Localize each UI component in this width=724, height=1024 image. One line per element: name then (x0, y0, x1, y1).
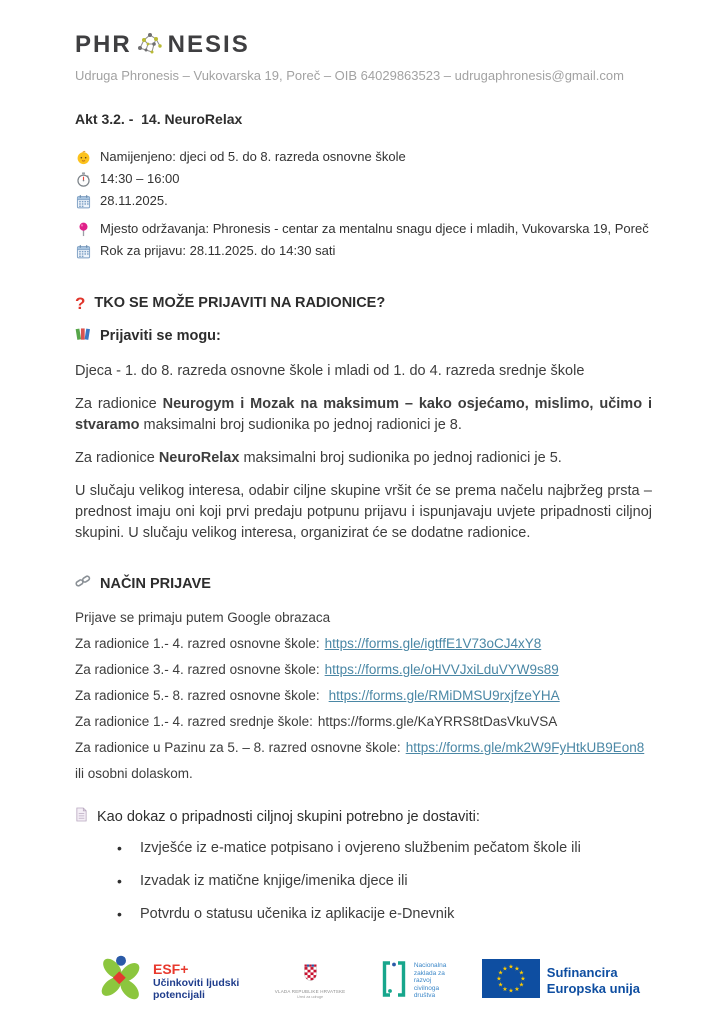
google-form-link[interactable]: https://forms.gle/igtffE1V73oCJ4xY8 (324, 636, 542, 651)
paragraph-max8-suffix: maksimalni broj sudionika po jednoj radionici je 8. (139, 417, 462, 433)
esf-logo-text (153, 962, 239, 1001)
national-foundation-logo (381, 958, 447, 1005)
eu-cofunding-logo (482, 959, 640, 1003)
brain-network-icon (134, 28, 166, 63)
list-item: • Izvadak iz matične knjige/imenika djece ili (75, 871, 652, 891)
svg-text:★: ★ (520, 975, 526, 983)
detail-time (75, 168, 652, 190)
list-item: • Potvrdu o statusu učenika iz aplikacije e-Dnevnik (75, 904, 652, 924)
svg-text:★: ★ (502, 986, 508, 994)
svg-text:★: ★ (514, 965, 520, 973)
svg-text:★: ★ (508, 987, 514, 995)
svg-text:★: ★ (502, 965, 508, 973)
paragraph-eligible: Djeca - 1. do 8. razreda osnovne škole i mladi od 1. do 4. razreda srednje škole (75, 363, 585, 379)
google-form-link[interactable]: https://forms.gle/RMiDMSU9rxjfzeYHA (328, 688, 560, 703)
government-name: VLADA REPUBLIKE HRVATSKE (274, 988, 346, 994)
baby-icon (75, 150, 91, 165)
evidence-heading-row (75, 807, 652, 828)
page-icon (75, 807, 88, 828)
pushpin-icon (75, 222, 91, 237)
eu-text-line1: Sufinancira (546, 965, 618, 980)
svg-text:★: ★ (497, 981, 504, 989)
eu-flag-icon (482, 959, 540, 1003)
foundation-line: društva (413, 992, 436, 1000)
detail-date-text: 28.11.2025. (100, 193, 168, 208)
esf-pinwheel-icon (96, 952, 146, 1010)
croatian-coat-of-arms-icon (303, 964, 318, 986)
esf-logo (96, 952, 239, 1010)
detail-place-text: Mjesto održavanja: Phronesis - centar za mentalnu snagu djece i mladih, Vukovarska 19, Poreč (100, 221, 649, 236)
detail-audience-text: Namijenjeno: djeci od 5. do 8. razreda osnovne škole (100, 149, 406, 164)
apply-intro: Prijave se primaju putem Google obrazaca (75, 610, 331, 625)
paragraph-max5-prefix: Za radionice (75, 450, 159, 466)
eu-logo-text (547, 965, 640, 997)
calendar-icon (75, 244, 91, 259)
esf-subtitle-line2: potencijali (153, 988, 205, 1001)
section-heading-apply-text: NAČIN PRIJAVE (100, 575, 211, 592)
foundation-line: Nacionalna (413, 962, 447, 970)
eu-text-line2: Europska unija (546, 981, 640, 996)
paragraph-interest: U slučaju velikog interesa, odabir ciljne skupine vršit će se prema načelu najbržeg prsta – prednost imaju oni koji prvi predaju potpunu prijavu i ispunjavaju uvjete pripadnosti ciljnoj skupini. U slučaju velikog interesa, organizirat će se dodatne radionice. (75, 483, 652, 541)
apply-outro: ili osobni dolaskom. (75, 766, 193, 781)
logo-text-right: NESIS (167, 31, 250, 58)
detail-time-text: 14:30 – 16:00 (100, 171, 180, 186)
paragraph-max5-bold: NeuroRelax (158, 450, 240, 466)
svg-text:★: ★ (518, 981, 524, 989)
paragraph-max8 (75, 394, 652, 436)
foundation-line: razvoj (413, 977, 432, 985)
apply-link-row (75, 714, 652, 729)
apply-link-row (75, 688, 652, 703)
google-form-link[interactable]: https://forms.gle/oHVVJxiLduVYW9s89 (324, 662, 559, 677)
foundation-text (414, 962, 447, 1000)
apply-link-label: Za radionice 1.- 4. razred osnovne škole: (75, 636, 320, 651)
paragraph-max8-prefix: Za radionice (75, 396, 163, 412)
phronesis-logo (75, 30, 652, 60)
esf-title: ESF+ (153, 960, 189, 977)
svg-text:★: ★ (514, 986, 520, 994)
svg-text:★: ★ (497, 969, 504, 977)
list-item: • Izvješće iz e-matice potpisano i ovjereno službenim pečatom škole ili (75, 838, 652, 858)
subheading-apply-text: Prijaviti se mogu: (100, 328, 221, 344)
detail-deadline-text: Rok za prijavu: 28.11.2025. do 14:30 sati (100, 243, 336, 258)
evidence-list (75, 838, 652, 924)
stopwatch-icon (75, 172, 91, 187)
subheading-apply (75, 326, 652, 347)
detail-deadline (75, 240, 652, 262)
google-form-url-plain: https://forms.gle/KaYRRS8tDasVkuVSA (317, 714, 558, 729)
calendar-icon (75, 194, 91, 209)
croatian-government-logo (275, 964, 346, 999)
svg-text:★: ★ (496, 975, 502, 983)
svg-text:★: ★ (508, 963, 514, 971)
link-icon (75, 574, 91, 594)
apply-link-row (75, 662, 652, 677)
google-form-link[interactable]: https://forms.gle/mk2W9FyHtkUB9Eon8 (405, 740, 645, 755)
funding-logos-footer (0, 952, 724, 1010)
apply-link-row (75, 636, 652, 651)
paragraph-max8-bold: Neurogym i Mozak na maksimum – kako osjećamo, mislimo, učimo i stvaramo (75, 396, 652, 433)
apply-link-row (75, 740, 652, 755)
paragraph-max5 (75, 448, 652, 469)
books-icon (75, 326, 91, 347)
detail-place (75, 218, 652, 240)
apply-link-label: Za radionice 1.- 4. razred srednje škole: (75, 714, 313, 729)
paragraph-max5-suffix: maksimalni broj sudionika po jednoj radionici je 5. (239, 450, 562, 466)
foundation-line: civilnoga (413, 984, 440, 992)
apply-link-label: Za radionice u Pazinu za 5. – 8. razred osnovne škole: (75, 740, 401, 755)
question-icon: ? (75, 294, 86, 313)
contact-line: Udruga Phronesis – Vukovarska 19, Poreč – OIB 64029863523 – udrugaphronesis@gmail.com (75, 68, 624, 83)
evidence-heading-text: Kao dokaz o pripadnosti ciljnoj skupini potrebno je dostaviti: (97, 809, 480, 825)
apply-link-label: Za radionice 3.- 4. razred osnovne škole: (75, 662, 320, 677)
government-office: Ured za udruge (296, 994, 324, 999)
section-heading-apply (75, 574, 652, 594)
brackets-icon (381, 958, 407, 1005)
svg-text:★: ★ (518, 969, 524, 977)
apply-link-label: Za radionice 5.- 8. razred osnovne škole: (75, 688, 320, 703)
section-heading-who-text: TKO SE MOŽE PRIJAVITI NA RADIONICE? (94, 295, 386, 311)
page-title: Akt 3.2. - 14. NeuroRelax (75, 111, 243, 127)
event-details (75, 146, 652, 262)
esf-subtitle-line1: Učinkoviti ljudski (153, 976, 240, 989)
section-heading-who (75, 294, 652, 313)
foundation-line: zaklada za (413, 969, 445, 977)
detail-date (75, 190, 652, 212)
detail-audience (75, 146, 652, 168)
logo-text-left: PHR (75, 31, 132, 58)
